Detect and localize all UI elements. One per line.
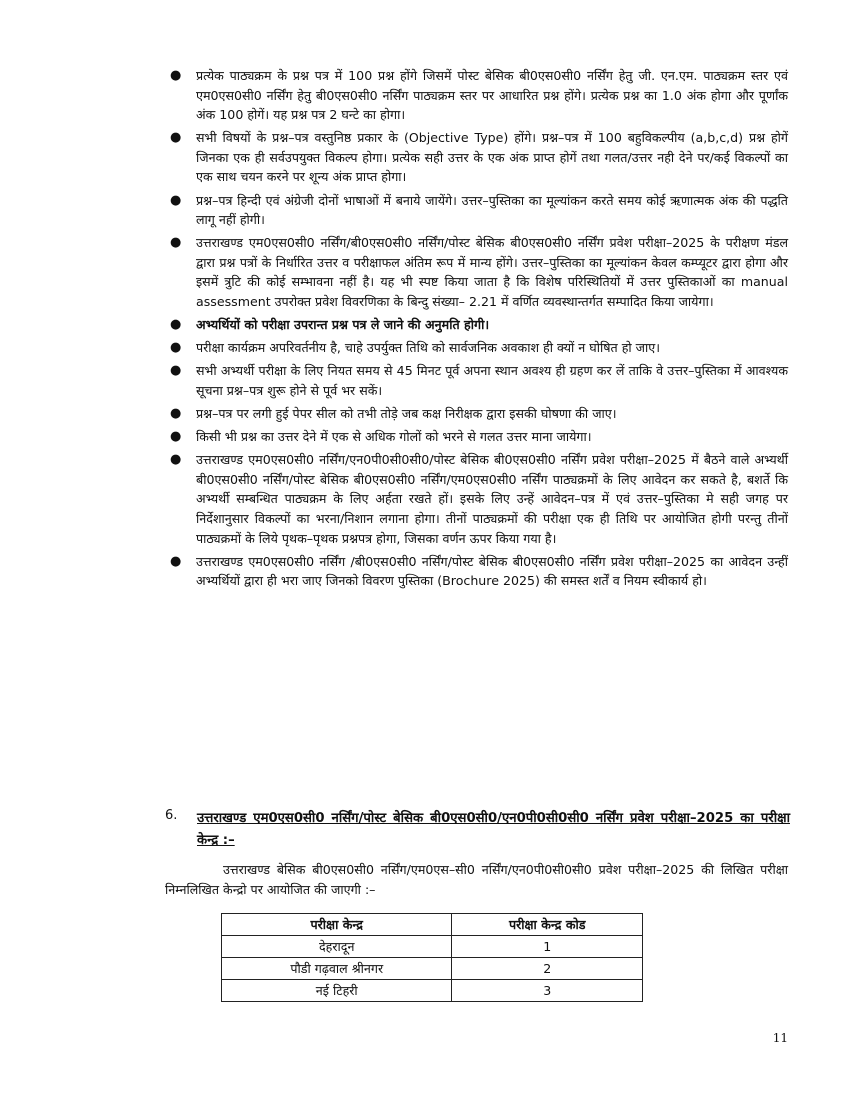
- bullet-icon: ●: [170, 235, 182, 251]
- bullet-item: [168, 404, 788, 424]
- bullet-icon: ●: [170, 406, 182, 421]
- bullet-item: [168, 450, 788, 548]
- bullet-icon: ●: [170, 452, 182, 468]
- centre-code-cell: 2: [452, 958, 643, 980]
- rules-bullet-list: [168, 66, 788, 594]
- bullet-text: उत्तराखण्ड एम0एस0सी0 नर्सिंग/बी0एस0सी0 नर्सिंग/पोस्ट बेसिक बी0एस0सी0 नर्सिंग प्रवेश परीक्षा–2025 के परीक्षण मंडल द्वारा प्रश्न पत्रों के निर्धारित उत्तर व परीक्षाफल अंतिम रूप में मान्य होंगे। उत्तर–पुस्तिका का मूल्यांकन केवल कम्प्यूटर द्वारा होगा और इसमें त्रुटि की कोई सम्भावना नहीं है। यह भी स्पष्ट किया जाता है कि विशेष परिस्थितियों में उत्तर पुस्तिकाओं का manual assessment उपरोक्त प्रवेश विवरणिका के बिन्दु संख्या– 2.21 में वर्णित व्यवस्थान्तर्गत सम्पादित किया जायेगा।: [196, 235, 788, 310]
- column-header-centre: परीक्षा केन्द्र: [222, 914, 452, 936]
- bullet-item: [168, 233, 788, 311]
- exam-centre-table: [221, 913, 643, 1002]
- table-row: [222, 958, 643, 980]
- bullet-item: [168, 552, 788, 591]
- bullet-icon: ●: [170, 130, 182, 146]
- centre-name-cell: देहरादून: [222, 936, 452, 958]
- bullet-text: अभ्यर्थियों को परीक्षा उपरान्त प्रश्न पत्र ले जाने की अनुमति होगी।: [196, 317, 490, 333]
- bullet-text: उत्तराखण्ड एम0एस0सी0 नर्सिंग/एन0पी0सी0सी0/पोस्ट बेसिक बी0एस0सी0 नर्सिंग प्रवेश परीक्षा–2025 में बैठने वाले अभ्यर्थी बी0एस0सी0 नर्सिंग/पोस्ट बेसिक बी0एस0सी0 नर्सिंग/एम0एस0सी0 नर्सिंग पाठ्यक्रमों के लिए आवेदन कर सकते है, बशर्ते कि अभ्यर्थी सम्बन्धित पाठ्यक्रम के लिए अर्हता रखते हों। इसके लिए उन्हें आवेदन–पत्र में एवं उत्तर–पुस्तिका मे सही जगह पर निर्देशानुसार विकल्पों का भरना/निशान लगाना होगा। तीनों पाठ्यक्रमों की परीक्षा एक ही तिथि पर आयोजित होगी परन्तु तीनों पाठ्यक्रमों के लिये पृथक–पृथक प्रश्नपत्र होगा, जिसका वर्णन ऊपर किया गया है।: [196, 452, 788, 546]
- bullet-item: [168, 66, 788, 125]
- table-row: [222, 980, 643, 1002]
- table-row: [222, 936, 643, 958]
- bullet-item: [168, 361, 788, 400]
- bullet-text: परीक्षा कार्यक्रम अपरिवर्तनीय है, चाहे उपर्युक्त तिथि को सार्वजनिक अवकाश ही क्यों न घोषित हो जाए।: [196, 340, 661, 356]
- bullet-icon: ●: [170, 553, 182, 569]
- bullet-icon: ●: [170, 317, 182, 333]
- bullet-text: सभी विषयों के प्रश्न–पत्र वस्तुनिष्ठ प्रकार के (Objective Type) होंगे। प्रश्न–पत्र में 100 बहुविकल्पीय (a,b,c,d) प्रश्न होगें जिनका एक ही सर्वउपयुक्त विकल्प होगा। प्रत्येक सही उत्तर के एक अंक प्राप्त होगें तथा गलत/उत्तर नही देने पर/कई विकल्पों का एक साथ चयन करने पर शून्य अंक प्राप्त होगा।: [196, 130, 788, 185]
- bullet-text: प्रश्न–पत्र हिन्दी एवं अंग्रेजी दोनों भाषाओं में बनाये जायेंगे। उत्तर–पुस्तिका का मूल्यांकन करते समय कोई ऋणात्मक अंक की पद्धति लागू नहीं होगी।: [196, 192, 788, 228]
- section-heading: [165, 808, 790, 852]
- bullet-icon: ●: [170, 192, 182, 208]
- bullet-text: प्रश्न–पत्र पर लगी हुई पेपर सील को तभी तोड़े जब कक्ष निरीक्षक द्वारा इसकी घोषणा की जाए।: [196, 406, 617, 421]
- bullet-icon: ●: [170, 429, 182, 445]
- bullet-item: [168, 427, 788, 447]
- centre-name-cell: पौडी गढ़वाल श्रीनगर: [222, 958, 452, 980]
- bullet-item-bold: [168, 315, 788, 335]
- column-header-code: परीक्षा केन्द्र कोड: [452, 914, 643, 936]
- table-header-row: [222, 914, 643, 936]
- bullet-item: [168, 128, 788, 187]
- centre-name-cell: नई टिहरी: [222, 980, 452, 1002]
- bullet-item: [168, 191, 788, 230]
- page-number: 11: [772, 1031, 788, 1045]
- bullet-text: उत्तराखण्ड एम0एस0सी0 नर्सिंग /बी0एस0सी0 नर्सिंग/पोस्ट बेसिक बी0एस0सी0 नर्सिंग प्रवेश परीक्षा–2025 का आवेदन उन्हीं अभ्यर्थियों द्वारा ही भरा जाए जिनको विवरण पुस्तिका (Brochure 2025) की समस्त शर्तें व नियम स्वीकार्य हो।: [196, 553, 788, 589]
- bullet-text: किसी भी प्रश्न का उत्तर देने में एक से अधिक गोलों को भरने से गलत उत्तर माना जायेगा।: [196, 429, 592, 445]
- centre-code-cell: 3: [452, 980, 643, 1002]
- centre-code-cell: 1: [452, 936, 643, 958]
- bullet-icon: ●: [170, 340, 182, 356]
- bullet-icon: ●: [170, 68, 182, 83]
- bullet-icon: ●: [170, 363, 182, 379]
- section-number: 6.: [165, 808, 178, 823]
- bullet-text: सभी अभ्यर्थी परीक्षा के लिए नियत समय से 45 मिनट पूर्व अपना स्थान अवश्य ही ग्रहण कर लें ताकि वे उत्तर–पुस्तिका में आवश्यक सूचना प्रश्न–पत्र शुरू होने से पूर्व भर सकें।: [196, 363, 788, 398]
- section-title: उत्तराखण्ड एम0एस0सी0 नर्सिंग/पोस्ट बेसिक बी0एस0सी0/एन0पी0सी0सी0 नर्सिंग प्रवेश परीक्षा–2025 का परीक्षा केन्द्र :–: [197, 811, 790, 848]
- section-intro-paragraph: उत्तराखण्ड बेसिक बी0एस0सी0 नर्सिंग/एम0एस–सी0 नर्सिंग/एन0पी0सी0सी0 प्रवेश परीक्षा–2025 की लिखित परीक्षा निम्नलिखित केन्द्रो पर आयोजित की जाएगी :–: [165, 862, 788, 897]
- bullet-item: [168, 338, 788, 358]
- bullet-text: प्रत्येक पाठ्यक्रम के प्रश्न पत्र में 100 प्रश्न होंगे जिसमें पोस्ट बेसिक बी0एस0सी0 नर्सिंग हेतु जी. एन.एम. पाठ्यक्रम स्तर एवं एम0एस0सी0 नर्सिंग हेतु बी0एस0सी0 नर्सिंग पाठ्यक्रम स्तर पर आधारित प्रश्न होंगे। प्रत्येक प्रश्न का 1.0 अंक होगा और पूर्णांक अंक 100 होगें। यह प्रश्न पत्र 2 घन्टे का होगा।: [196, 68, 788, 123]
